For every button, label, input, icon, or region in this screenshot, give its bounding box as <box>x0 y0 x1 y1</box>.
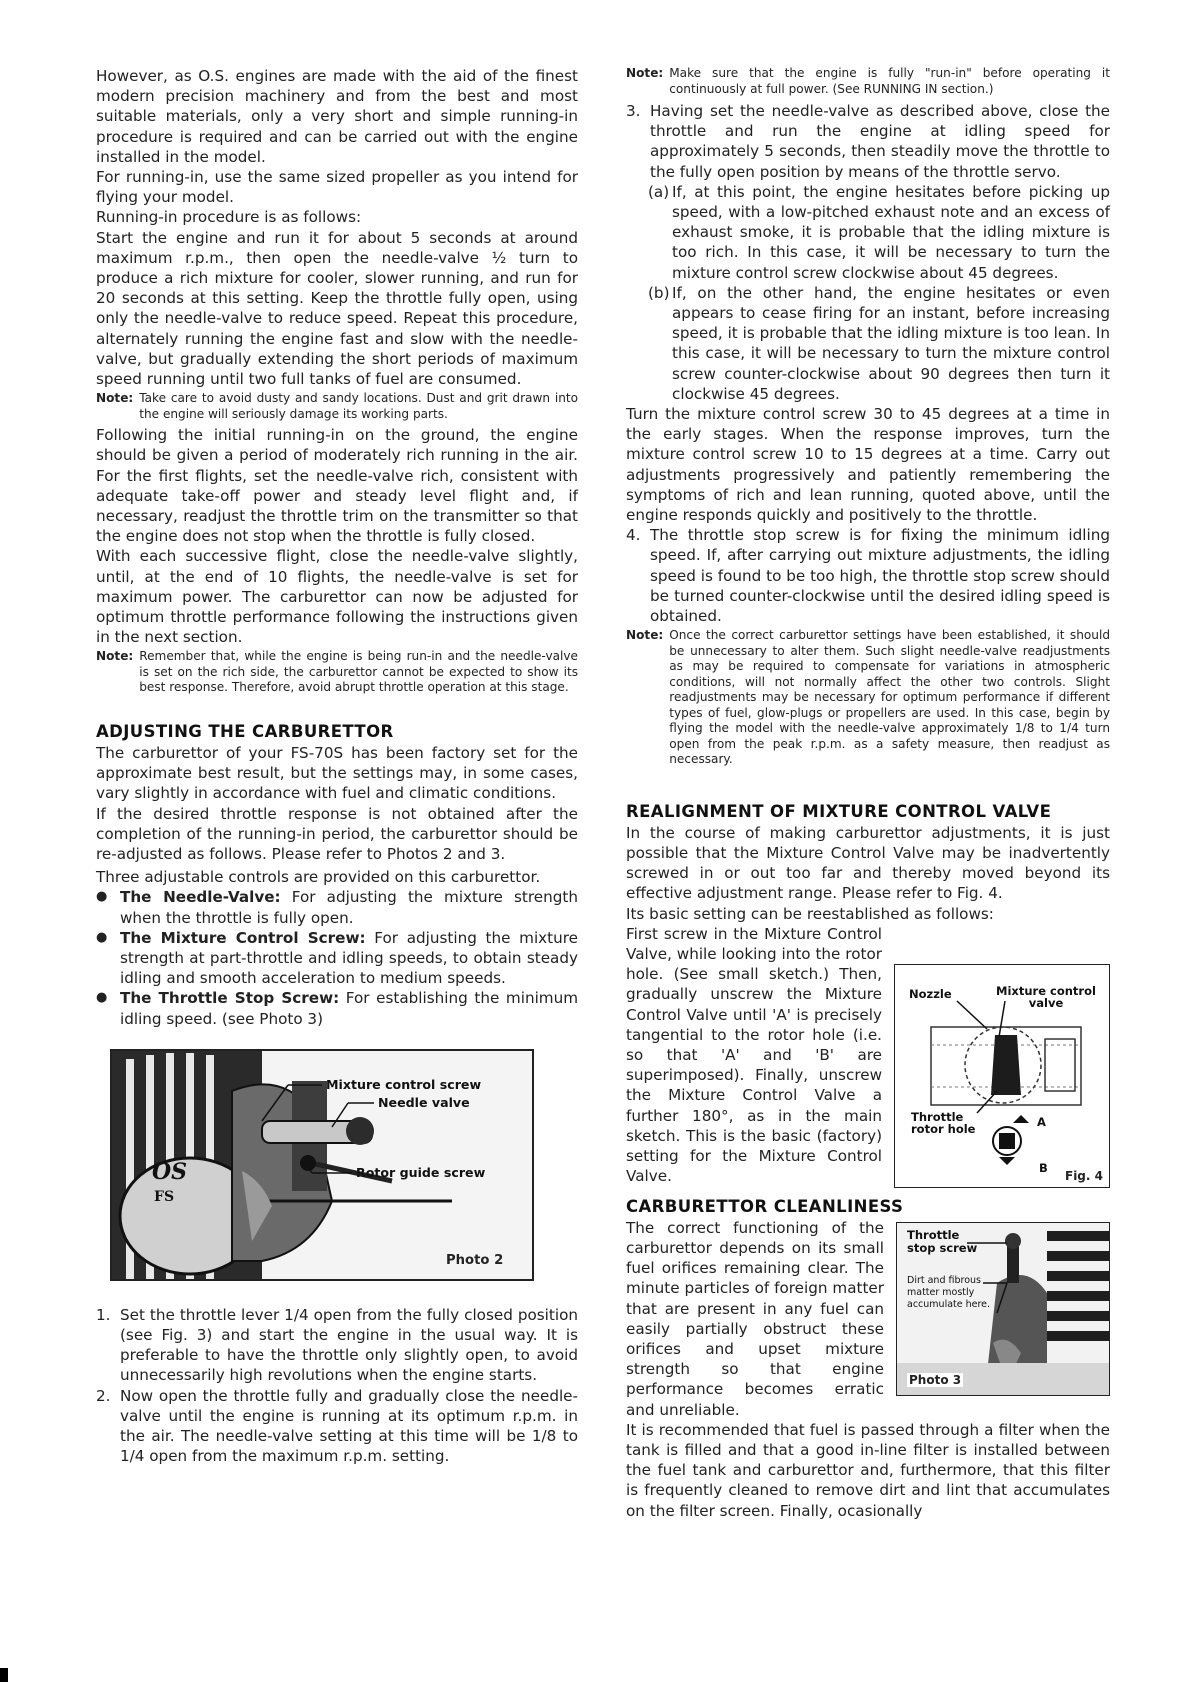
step-text: Having set the needle-valve as described above, close the throttle and run the engine at idling speed for approximately 5 seconds, then steadily move the throttle to the fully open position by means of the throttle servo. <box>650 102 1110 181</box>
realignment-paragraph-2: Its basic setting can be reestablished as follows: <box>626 904 994 923</box>
step-text: The throttle stop screw is for fixing the minimum idling speed. If, after carrying out mixture adjustments, the idling speed is found to be too high, the throttle stop screw should be turned counter-clockwise until the desired idling speed is obtained. <box>650 526 1110 626</box>
step-4 <box>626 525 1110 626</box>
heading-adjusting-carburettor: ADJUSTING THE CARBURETTOR <box>96 721 394 741</box>
bullet-text: For adjusting the mixture strength at part-throttle and idling speeds, to obtain steady idling and smooth acceleration to medium speeds. <box>120 928 579 988</box>
sub-step-text: If, on the other hand, the engine hesitates or even appears to cease firing for an instant, before increasing speed, it is probable that the idling mixture is too lean. In this case, it will be necessary to turn the mixture control screw counter-clockwise about 90 degrees then turn it clockwise 45 degrees. <box>672 283 1110 403</box>
label-nozzle: Nozzle <box>909 986 952 1001</box>
step-number: 3. <box>626 102 641 120</box>
note-text: Remember that, while the engine is being run-in and the needle-valve is set on the rich side, the carburettor cannot be expected to show its best response. Therefore, avoid abrupt throttle operation at this stage. <box>139 649 578 695</box>
sub-step-label: (b) <box>648 283 670 302</box>
note-dust <box>96 391 578 422</box>
step-2 <box>96 1386 578 1467</box>
running-in-procedure-paragraph: Start the engine and run it for about 5 seconds at around maximum r.p.m., then open the needle-valve ½ turn to produce a rich mixture for cooler, slower running, and run for 20 seconds at this setting. Keep the throttle fully open, using only the needle-valve to reduce speed. Repeat this procedure, alternately running the engine fast and slow with the needle-valve, but gradually extending the short periods of maximum speed running until two full tanks of fuel are consumed. <box>96 228 578 389</box>
step-3b <box>626 283 1110 404</box>
figure-4-caption: Fig. 4 <box>1065 1168 1103 1183</box>
photo-3 <box>896 1222 1110 1396</box>
note-text: Make sure that the engine is fully "run-in" before operating it continuously at full power. (See RUNNING IN section.) <box>669 66 1110 96</box>
label-throttle-stop-screw: Throttle stop screw <box>907 1227 978 1255</box>
note-label: Note: <box>96 391 134 406</box>
intro-paragraph: However, as O.S. engines are made with the aid of the finest modern precision machinery and from the best and most suitable materials, only a very short and simple running-in procedure is required and can be carried out with the engine installed in the model. <box>96 67 578 166</box>
bullet-needle-valve <box>96 887 578 927</box>
bullet-title: The Mixture Control Screw: <box>120 928 366 947</box>
note-label: Note: <box>96 649 134 664</box>
note-run-in <box>626 66 1110 97</box>
factory-set-paragraph: The carburettor of your FS-70S has been factory set for the approximate best result, but the settings may, in some cases, vary slightly in accordance with fuel and climatic conditions. <box>96 743 578 803</box>
label-rotor-guide-screw: Rotor guide screw <box>356 1164 486 1180</box>
bullet-icon: ● <box>96 929 108 945</box>
step-3a <box>626 182 1110 283</box>
engine-model: FS <box>154 1188 175 1205</box>
label-throttle-rotor-hole: Throttle rotor hole <box>911 1109 976 1136</box>
turn-screw-paragraph: Turn the mixture control screw 30 to 45 degrees at a time in the early stages. When the response improves, turn the mixture control screw 10 to 15 degrees at a time. Carry out adjustments progressively and patiently remembering the symptoms of rich and lean running, quoted above, until the engine responds quickly and positively to the throttle. <box>626 405 1110 525</box>
bullet-text: For establishing the minimum idling speed. (see Photo 3) <box>120 989 579 1028</box>
heading-cleanliness: CARBURETTOR CLEANLINESS <box>626 1196 904 1216</box>
note-rich-side <box>96 649 578 696</box>
step-3 <box>626 101 1110 182</box>
note-label: Note: <box>626 66 664 80</box>
heading-realignment: REALIGNMENT OF MIXTURE CONTROL VALVE <box>626 801 1052 821</box>
bullet-title: The Throttle Stop Screw: <box>120 989 340 1008</box>
cleanliness-paragraph-1: The correct functioning of the carburettor depends on its small fuel orifices remaining clear. The minute particles of foreign matter that are present in any fuel can easily partially obstruct these orifices and upset mixture strength so that engine performance becomes erratic and unreliable. <box>626 1218 884 1419</box>
figure-4 <box>894 964 1110 1188</box>
right-column <box>626 66 1110 1521</box>
realignment-paragraph-1: In the course of making carburettor adjustments, it is just possible that the Mixture Control Valve may be inadvertently screwed in or out too far and thereby moved beyond its effective adjustment range. Please refer to Fig. 4. <box>626 823 1110 903</box>
bullet-mixture-control-screw <box>96 928 578 989</box>
bullet-icon: ● <box>96 889 108 905</box>
successive-flight-paragraph: With each successive flight, close the needle-valve slightly, until, at the end of 10 flights, the needle-valve is set for maximum power. The carburettor can now be adjusted for optimum throttle performance following the instructions given in the next section. <box>96 547 578 647</box>
note-label: Note: <box>626 628 664 643</box>
step-text: Set the throttle lever 1/4 open from the fully closed position (see Fig. 3) and start the engine in the usual way. It is preferable to have the throttle only slightly open, to avoid unnecessarily high revolutions when the engine starts. <box>120 1305 578 1385</box>
bullet-title: The Needle-Valve: <box>120 888 281 907</box>
realignment-paragraph-3: First screw in the Mixture Control Valve, while looking into the rotor hole. (See small sketch.) Then, gradually unscrew the Mixture Control Valve until 'A' is precisely tangential to the rotor hole (i.e. so that 'A' and 'B' are superimposed). Finally, unscrew the Mixture Control Valve a further 180°, as in the main sketch. This is the basic (factory) setting for the Mixture Control Valve. <box>626 924 882 1186</box>
cleanliness-paragraph-2: It is recommended that fuel is passed through a filter when the tank is filled and that a good in-line filter is installed between the fuel tank and carburettor and, furthermore, that this filter is frequently cleaned to remove dirt and lint that accumulates on the filter screen. Finally, ocasionally <box>626 1420 1110 1520</box>
bullet-icon: ● <box>96 990 108 1006</box>
step-text: Now open the throttle fully and gradually close the needle-valve until the engine is running at its optimum r.p.m. in the air. The needle-valve setting at this time will be 1/8 to 1/4 open from the maximum r.p.m. setting. <box>120 1386 578 1466</box>
controls-intro: Three adjustable controls are provided on this carburettor. <box>96 868 541 887</box>
label-needle-valve: Needle valve <box>378 1094 470 1110</box>
photo-2-caption: Photo 2 <box>446 1252 504 1268</box>
note-text: Take care to avoid dusty and sandy locations. Dust and grit drawn into the engine will seriously damage its working parts. <box>139 391 578 421</box>
bullet-text: For adjusting the mixture strength when the throttle is fully open. <box>120 888 578 927</box>
label-dirt-accumulation: Dirt and fibrous matter mostly accumulate here. <box>907 1274 991 1310</box>
sub-step-text: If, at this point, the engine hesitates before picking up speed, with a low-pitched exhaust note and an excess of exhaust smoke, it is probable that the idling mixture is too rich. In this case, it will be necessary to turn the mixture control screw clockwise about 45 degrees. <box>672 182 1110 282</box>
page-edge-mark <box>0 1668 8 1682</box>
photo-2 <box>110 1049 534 1281</box>
note-settings <box>626 628 1110 768</box>
left-column <box>96 66 578 1466</box>
bullet-throttle-stop-screw <box>96 988 578 1028</box>
step-number: 1. <box>96 1305 111 1324</box>
engine-logo: OS <box>152 1158 188 1185</box>
label-a: A <box>1037 1114 1046 1129</box>
sub-step-label: (a) <box>648 182 670 201</box>
running-in-propeller-paragraph: For running-in, use the same sized propeller as you intend for flying your model. <box>96 168 578 207</box>
readjust-paragraph: If the desired throttle response is not obtained after the completion of the running-in period, the carburettor should be re-adjusted as follows. Please refer to Photos 2 and 3. <box>96 804 578 863</box>
label-mixture-control-valve: Mixture control valve <box>996 983 1096 1010</box>
label-b: B <box>1039 1160 1048 1175</box>
step-number: 2. <box>96 1386 111 1405</box>
note-text: Once the correct carburettor settings have been established, it should be unnecessary to alter them. Such slight needle-valve readjustments as may be required to compensate for variations in atmospheric conditions, will not normally affect the other two controls. Slight readjustments may be necessary for optimum performance if different types of fuel, glow-plugs or propellers are used. In this case, begin by flying the model with the needle-valve approximately 1/8 to 1/4 turn open from the peak r.p.m. as a safety measure, then readjust as necessary. <box>669 628 1110 767</box>
ground-running-paragraph: Following the initial running-in on the ground, the engine should be given a period of moderately rich running in the air. For the first flights, set the needle-valve rich, consistent with adequate take-off power and steady level flight and, if necessary, readjust the throttle trim on the transmitter so that the engine does not stop when the throttle is fully closed. <box>96 426 578 546</box>
running-in-procedure-intro: Running-in procedure is as follows: <box>96 208 362 227</box>
photo-3-caption: Photo 3 <box>909 1372 962 1387</box>
label-mixture-control-screw: Mixture control screw <box>326 1076 482 1092</box>
step-1 <box>96 1305 578 1386</box>
step-number: 4. <box>626 526 641 545</box>
